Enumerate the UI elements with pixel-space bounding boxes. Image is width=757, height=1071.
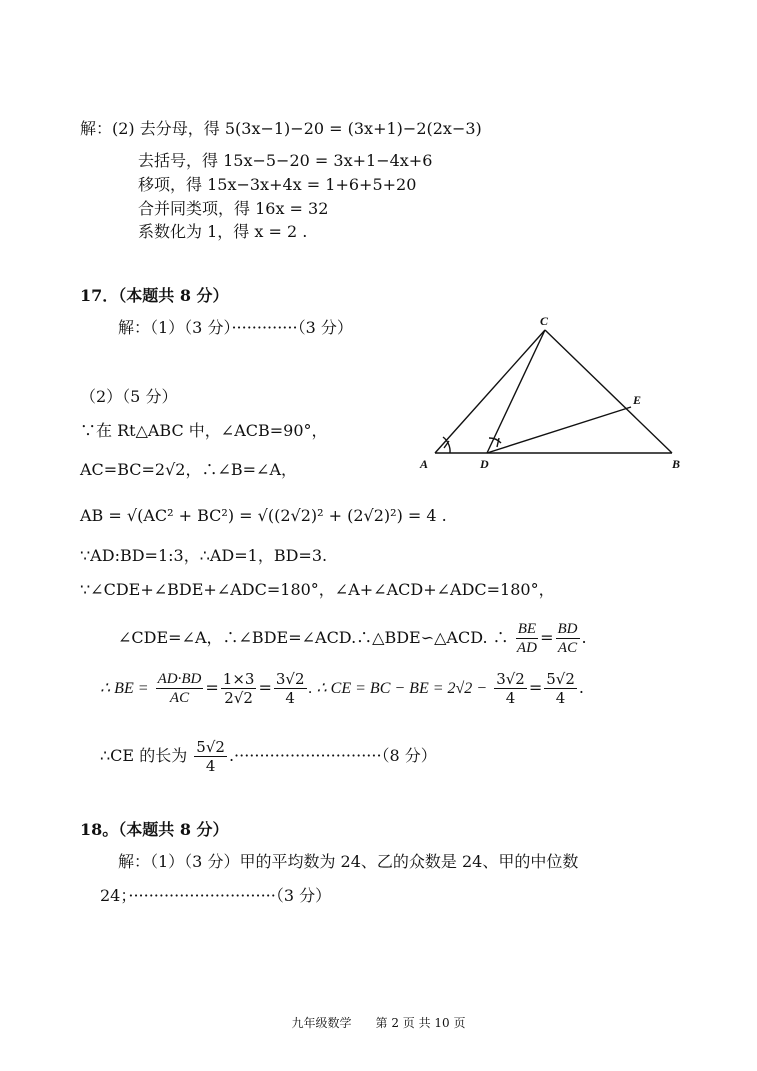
triangle-figure: [410, 310, 700, 475]
q17-heading: 17．（本题共 8 分）: [80, 286, 229, 305]
frac-num: 5√2: [196, 738, 225, 756]
q17-line-6-text: ∠CDE=∠A，∴∠BDE=∠ACD.∴△BDE∽△ACD. ∴: [118, 628, 509, 647]
q17-line-8: [100, 732, 437, 780]
fraction-5r2-4: [544, 670, 577, 707]
frac-den: 4: [555, 689, 566, 707]
q17-part2: （2）（5 分）: [80, 387, 178, 406]
fraction-bd-ac: [556, 620, 580, 657]
segment-dc: [487, 330, 545, 453]
label-b: B: [672, 457, 681, 471]
frac-num: AD·BD: [157, 671, 202, 687]
q18-line-2: 24；·····························（3 分）: [100, 886, 332, 905]
q17-part1: 解：（1）（3 分）·············（3 分）: [118, 318, 353, 337]
q17-line-7: ∴ BE = $\frac{AD\cdot BD}{AC}$ = $\frac{1\times 3}{2√2}$ = $\frac{3√2}{4}$ . ∴ CE = BC − BE = 2√2 − $\frac{3√2}{4}$ = $\frac{5√2}{4}$ .: [100, 670, 584, 707]
q17-line-1: ∵在 Rt△ABC 中，∠ACB=90°，: [80, 421, 328, 440]
frac-num: 3√2: [275, 670, 305, 688]
segment-de: [487, 407, 631, 453]
q17-line-8-score: .·····························（8 分）: [228, 746, 437, 765]
frac-den: AC: [557, 640, 578, 656]
fraction-adbd-ac: [156, 670, 204, 707]
frac-den: 2√2: [224, 689, 253, 707]
q17-line-5: ∵∠CDE+∠BDE+∠ADC=180°，∠A+∠ACD+∠ADC=180°，: [80, 580, 555, 599]
frac-den: 4: [505, 689, 516, 707]
q16-line-5: 系数化为 1，得 x = 2 .: [138, 222, 308, 241]
fraction-be-ad: [516, 620, 538, 657]
q17-line-2: AC=BC=2√2，∴∠B=∠A，: [80, 460, 297, 479]
q17-line-7-mid: . ∴ CE = BC − BE = 2√2 −: [308, 680, 488, 697]
segment-ac: [435, 330, 545, 453]
frac-den: 4: [205, 757, 216, 775]
q16-line-3: 移项，得 15x−3x+4x = 1+6+5+20: [138, 175, 417, 194]
frac-num: 5√2: [546, 670, 575, 688]
q17-line-8-text: ∴CE 的长为: [100, 746, 188, 765]
q16-line-2: 去括号，得 15x−5−20 = 3x+1−4x+6: [138, 151, 433, 170]
frac-num: BE: [517, 621, 537, 637]
label-a: A: [420, 457, 429, 471]
frac-den: 4: [285, 689, 295, 707]
frac-num: 1×3: [222, 670, 255, 688]
fraction-1x3: [221, 670, 257, 707]
q17-line-3: AB = √(AC² + BC²) = √((2√2)² + (2√2)²) = 4 .: [80, 506, 447, 525]
q16-line-4: 合并同类项，得 16x = 32: [138, 199, 329, 218]
label-d: D: [480, 457, 489, 471]
fraction-5r2-4-final: [194, 738, 227, 775]
label-e: E: [633, 393, 642, 407]
q16-line-1: 解：(2) 去分母，得 5(3x−1)−20 = (3x+1)−2(2x−3): [80, 119, 482, 138]
q18-heading: 18。（本题共 8 分）: [80, 820, 229, 839]
fraction-3r2-4-b: [494, 670, 527, 707]
page-footer: 九年级数学 第 2 页 共 10 页: [291, 1016, 466, 1030]
q17-line-7-start: ∴ BE =: [100, 680, 149, 697]
frac-den: AC: [169, 690, 190, 706]
q17-line-6: ∠CDE=∠A，∴∠BDE=∠ACD.∴△BDE∽△ACD. ∴ $\frac{BE}{AD}$ = $\frac{BD}{AC}$ .: [118, 621, 587, 656]
label-c: C: [540, 314, 549, 328]
frac-num: 3√2: [496, 670, 525, 688]
fraction-3r2-4: [274, 670, 307, 707]
q17-line-4: ∵AD:BD=1:3，∴AD=1，BD=3.: [80, 546, 328, 565]
q18-line-1: 解：（1）（3 分）甲的平均数为 24、乙的众数是 24、甲的中位数: [118, 852, 579, 871]
frac-den: AD: [516, 640, 537, 656]
segment-bc: [545, 330, 672, 453]
frac-num: BD: [557, 621, 578, 637]
